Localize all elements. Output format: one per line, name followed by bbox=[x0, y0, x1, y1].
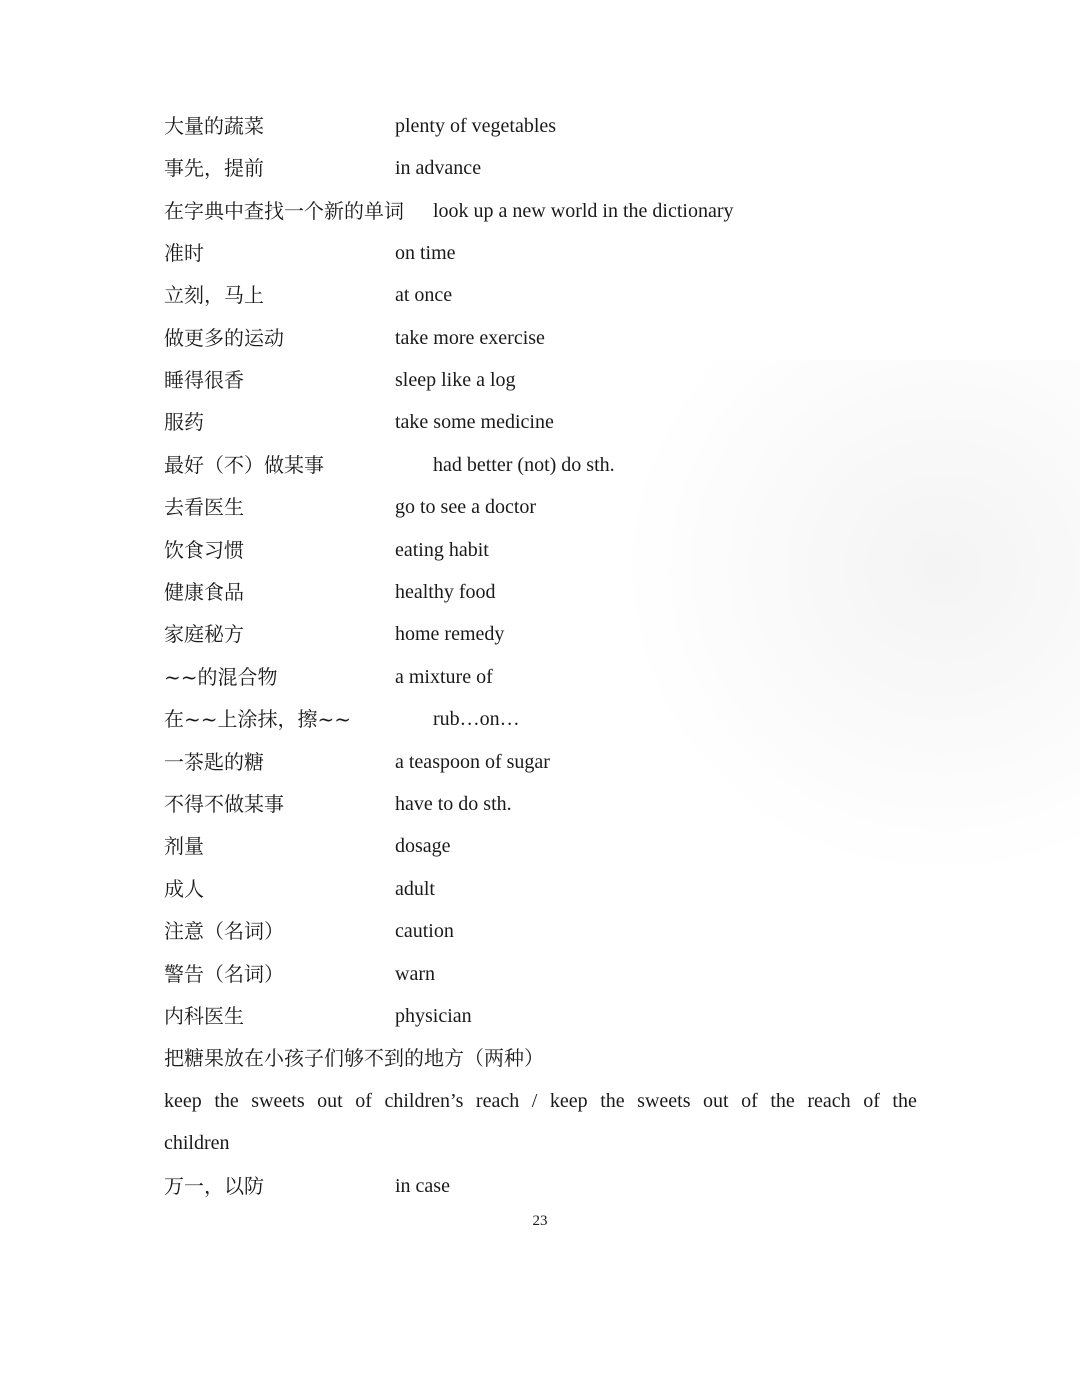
english-term: in case bbox=[395, 1175, 450, 1197]
vocab-row bbox=[0, 109, 1080, 143]
page-number: 23 bbox=[532, 1213, 548, 1229]
english-term: have to do sth. bbox=[395, 793, 512, 815]
vocab-row bbox=[0, 1169, 1080, 1203]
chinese-term: 万一，以防 bbox=[164, 1174, 264, 1198]
english-term: a teaspoon of sugar bbox=[395, 751, 550, 773]
vocab-row bbox=[0, 914, 1080, 948]
chinese-term: 去看医生 bbox=[164, 495, 244, 519]
chinese-term: 立刻，马上 bbox=[164, 283, 264, 307]
chinese-term: 睡得很香 bbox=[164, 368, 244, 392]
long-entry-english-line1 bbox=[164, 1084, 917, 1118]
long-entry-word: reach bbox=[475, 1090, 520, 1112]
english-term: adult bbox=[395, 878, 435, 900]
vocab-row bbox=[0, 745, 1080, 779]
vocab-row bbox=[0, 575, 1080, 609]
chinese-term: 注意（名词） bbox=[164, 919, 284, 943]
vocab-row bbox=[0, 278, 1080, 312]
chinese-term: 健康食品 bbox=[164, 580, 244, 604]
chinese-term: 在字典中查找一个新的单词 bbox=[164, 199, 404, 223]
long-entry-word: keep bbox=[164, 1090, 202, 1112]
long-entry-word: sweets bbox=[251, 1090, 305, 1112]
english-term: physician bbox=[395, 1005, 472, 1027]
vocab-row bbox=[0, 533, 1080, 567]
english-term: eating habit bbox=[395, 539, 489, 561]
vocab-row bbox=[0, 321, 1080, 355]
long-entry-word: the bbox=[770, 1090, 795, 1112]
english-term: healthy food bbox=[395, 581, 496, 603]
chinese-term: 做更多的运动 bbox=[164, 326, 284, 350]
chinese-term: 成人 bbox=[164, 877, 204, 901]
long-entry-word: children’s bbox=[384, 1090, 464, 1112]
english-term: go to see a doctor bbox=[395, 496, 537, 518]
vocab-row bbox=[0, 405, 1080, 439]
english-term: caution bbox=[395, 920, 454, 942]
long-entry-english-line2: children bbox=[164, 1132, 230, 1154]
chinese-term: 在~~上涂抹，擦~~ bbox=[164, 707, 352, 731]
long-entry-word: keep bbox=[549, 1090, 588, 1112]
english-term: warn bbox=[395, 963, 435, 985]
vocab-row bbox=[0, 702, 1080, 736]
english-term: had better (not) do sth. bbox=[433, 454, 615, 476]
english-term: rub…on… bbox=[433, 708, 520, 730]
chinese-term: 饮食习惯 bbox=[164, 538, 244, 562]
english-term: a mixture of bbox=[395, 666, 493, 688]
long-entry-word: / bbox=[531, 1090, 538, 1112]
chinese-term: ~~的混合物 bbox=[164, 665, 278, 689]
long-entry-word: of bbox=[863, 1090, 880, 1112]
vocab-row bbox=[0, 363, 1080, 397]
long-entry-word: sweets bbox=[637, 1090, 691, 1112]
chinese-term: 准时 bbox=[164, 241, 204, 265]
chinese-term: 最好（不）做某事 bbox=[164, 453, 324, 477]
vocab-row bbox=[0, 448, 1080, 482]
vocab-row bbox=[0, 617, 1080, 651]
english-term: plenty of vegetables bbox=[395, 115, 557, 137]
long-entry-word: of bbox=[355, 1090, 372, 1112]
chinese-term: 内科医生 bbox=[164, 1004, 244, 1028]
long-entry-word: out bbox=[703, 1090, 729, 1112]
long-entry-word: the bbox=[214, 1090, 239, 1112]
long-entry-word: of bbox=[741, 1090, 758, 1112]
english-term: on time bbox=[395, 242, 456, 264]
chinese-term: 不得不做某事 bbox=[164, 792, 284, 816]
english-term: sleep like a log bbox=[395, 369, 516, 391]
vocab-row bbox=[0, 999, 1080, 1033]
chinese-term: 事先，提前 bbox=[164, 156, 264, 180]
vocab-row bbox=[0, 194, 1080, 228]
chinese-term: 剂量 bbox=[164, 834, 204, 858]
english-term: at once bbox=[395, 284, 453, 306]
vocab-row bbox=[0, 787, 1080, 821]
chinese-term: 一茶匙的糖 bbox=[164, 750, 264, 774]
english-term: take more exercise bbox=[395, 327, 545, 349]
long-entry-chinese: 把糖果放在小孩子们够不到的地方（两种） bbox=[164, 1046, 544, 1070]
vocab-row bbox=[0, 490, 1080, 524]
chinese-term: 大量的蔬菜 bbox=[164, 114, 264, 138]
long-entry-word: out bbox=[317, 1090, 343, 1112]
vocab-row bbox=[0, 151, 1080, 185]
chinese-term: 警告（名词） bbox=[164, 962, 284, 986]
english-term: take some medicine bbox=[395, 411, 554, 433]
vocab-row bbox=[0, 660, 1080, 694]
english-term: home remedy bbox=[395, 623, 505, 645]
long-entry-word: reach bbox=[807, 1090, 851, 1112]
long-entry-word: the bbox=[892, 1090, 917, 1112]
long-entry-word: the bbox=[600, 1090, 625, 1112]
chinese-term: 家庭秘方 bbox=[164, 622, 244, 646]
vocab-row bbox=[0, 957, 1080, 991]
vocab-row bbox=[0, 236, 1080, 270]
english-term: dosage bbox=[395, 835, 451, 857]
vocab-row bbox=[0, 829, 1080, 863]
english-term: look up a new world in the dictionary bbox=[433, 200, 734, 222]
vocab-row bbox=[0, 872, 1080, 906]
english-term: in advance bbox=[395, 157, 482, 179]
chinese-term: 服药 bbox=[164, 410, 204, 434]
